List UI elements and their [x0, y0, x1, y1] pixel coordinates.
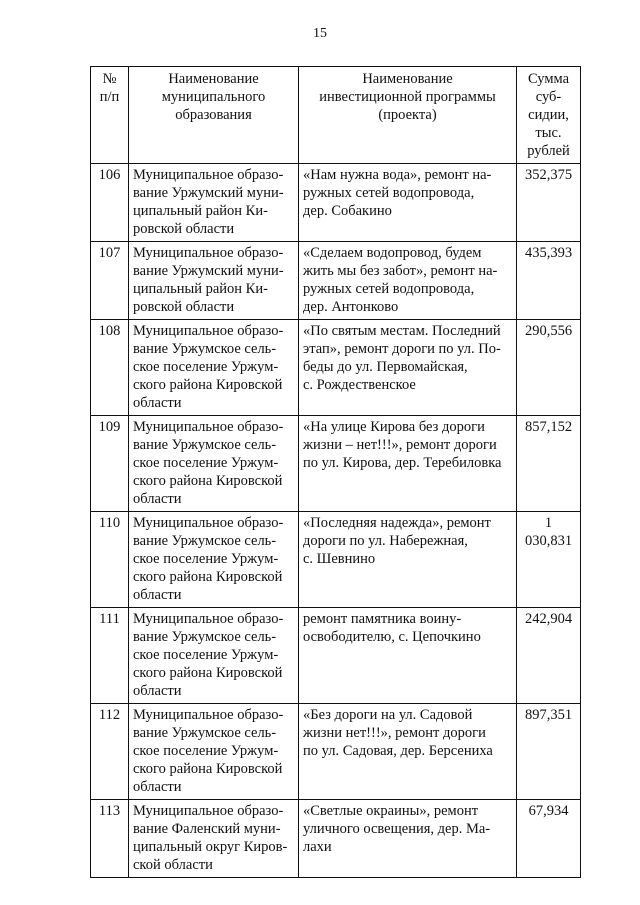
header-number: № п/п — [91, 67, 129, 164]
table-row — [91, 608, 581, 704]
header-row — [91, 67, 581, 164]
subsidy-amount: 897,351 — [517, 704, 581, 800]
row-number: 106 — [91, 164, 129, 242]
table-row — [91, 512, 581, 608]
subsidy-amount: 67,934 — [517, 800, 581, 878]
municipality-name: Муниципальное образо- вание Фаленский муни- ципальный округ Киров- ской области — [129, 800, 299, 878]
subsidy-amount: 290,556 — [517, 320, 581, 416]
table-row — [91, 416, 581, 512]
row-number: 112 — [91, 704, 129, 800]
subsidy-amount: 352,375 — [517, 164, 581, 242]
program-name: «По святым местам. Последний этап», ремонт дороги по ул. По- беды до ул. Первомайская, с. Рождественское — [299, 320, 517, 416]
header-program: Наименование инвестиционной программы (проекта) — [299, 67, 517, 164]
municipality-name: Муниципальное образо- вание Уржумский муни- ципальный район Ки- ровской области — [129, 164, 299, 242]
row-number: 111 — [91, 608, 129, 704]
row-number: 110 — [91, 512, 129, 608]
municipality-name: Муниципальное образо- вание Уржумское сель- ское поселение Уржум- ского района Кировской области — [129, 512, 299, 608]
row-number: 109 — [91, 416, 129, 512]
row-number: 107 — [91, 242, 129, 320]
table-row — [91, 320, 581, 416]
municipality-name: Муниципальное образо- вание Уржумское сель- ское поселение Уржум- ского района Кировской области — [129, 608, 299, 704]
program-name: «Светлые окраины», ремонт уличного освещения, дер. Ма- лахи — [299, 800, 517, 878]
subsidy-amount: 1 030,831 — [517, 512, 581, 608]
header-subsidy-sum: Сумма суб- сидии, тыс. рублей — [517, 67, 581, 164]
table-header — [91, 67, 581, 164]
row-number: 108 — [91, 320, 129, 416]
municipality-name: Муниципальное образо- вание Уржумский муни- ципальный район Ки- ровской области — [129, 242, 299, 320]
program-name: «Без дороги на ул. Садовой жизни нет!!!», ремонт дороги по ул. Садовая, дер. Берсениха — [299, 704, 517, 800]
subsidy-amount: 242,904 — [517, 608, 581, 704]
municipality-name: Муниципальное образо- вание Уржумское сель- ское поселение Уржум- ского района Кировской области — [129, 704, 299, 800]
municipality-name: Муниципальное образо- вание Уржумское сель- ское поселение Уржум- ского района Кировской области — [129, 416, 299, 512]
page-number: 15 — [313, 26, 327, 41]
row-number: 113 — [91, 800, 129, 878]
subsidy-amount: 435,393 — [517, 242, 581, 320]
header-municipality: Наименование муниципального образования — [129, 67, 299, 164]
municipality-name: Муниципальное образо- вание Уржумское сель- ское поселение Уржум- ского района Кировской области — [129, 320, 299, 416]
program-name: «Нам нужна вода», ремонт на- ружных сетей водопровода, дер. Собакино — [299, 164, 517, 242]
subsidy-table — [90, 66, 581, 878]
table-row — [91, 704, 581, 800]
program-name: ремонт памятника воину- освободителю, с. Цепочкино — [299, 608, 517, 704]
table-row — [91, 242, 581, 320]
table-row — [91, 164, 581, 242]
table-row — [91, 800, 581, 878]
subsidy-amount: 857,152 — [517, 416, 581, 512]
table-body — [91, 164, 581, 878]
program-name: «Сделаем водопровод, будем жить мы без забот», ремонт на- ружных сетей водопровода, дер. Антонково — [299, 242, 517, 320]
program-name: «Последняя надежда», ремонт дороги по ул. Набережная, с. Шевнино — [299, 512, 517, 608]
program-name: «На улице Кирова без дороги жизни – нет!!!», ремонт дороги по ул. Кирова, дер. Теребиловка — [299, 416, 517, 512]
